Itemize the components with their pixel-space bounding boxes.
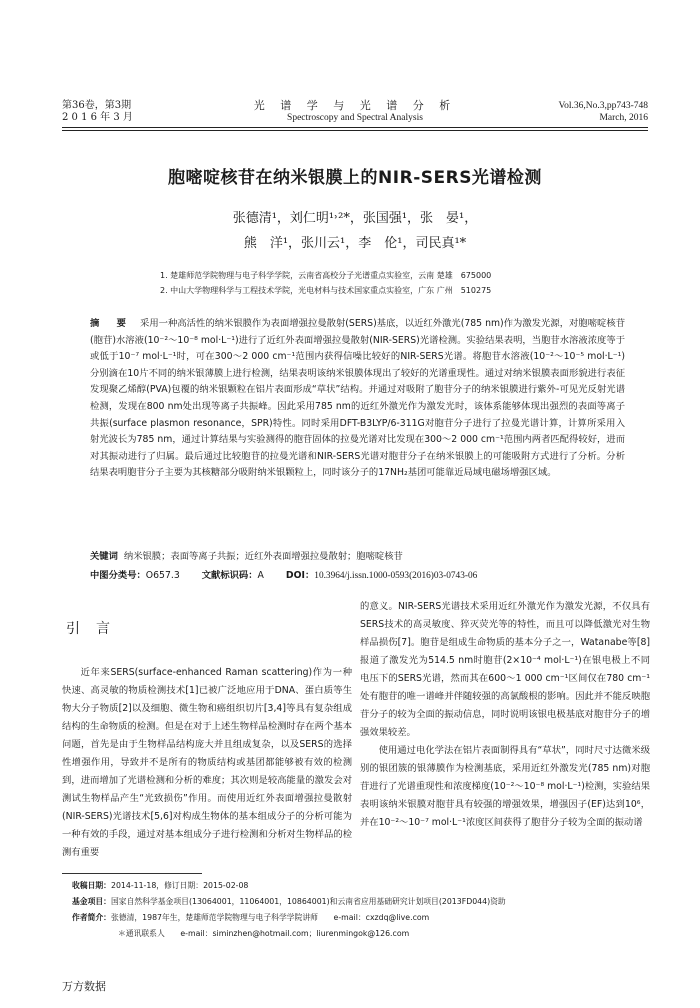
doc-code-value: A — [257, 570, 264, 581]
journal-cn: 光 谱 学 与 光 谱 分 析 — [253, 99, 457, 112]
doc-code-label: 文献标识码： — [201, 570, 258, 581]
abstract-label: 摘 要 — [90, 318, 130, 329]
footnotes — [72, 878, 648, 942]
author-line-2: 熊 洋¹，张川云¹，李 伦¹，司民真¹* — [243, 236, 467, 251]
received-label: 收稿日期： — [72, 881, 111, 890]
header-rule-thin — [62, 130, 648, 131]
received-date — [72, 878, 648, 894]
doi-value: 10.3964/j.issn.1000-0593(2016)03-0743-06 — [314, 571, 478, 581]
affiliation-1: 1. 楚雄师范学院物理与电子科学学院，云南省高校分子光谱重点实验室，云南 楚雄 675000 — [160, 271, 492, 280]
intro-heading: 引言 — [66, 621, 126, 637]
header-right — [558, 100, 648, 124]
footnote-rule — [62, 873, 202, 874]
author-bio-label: 作者简介： — [72, 913, 111, 922]
author-line-1: 张德清¹，刘仁明¹˒²*，张国强¹，张 晏¹， — [232, 211, 478, 226]
date-cn: 2 0 1 6 年 3 月 — [62, 112, 133, 123]
keywords-label: 关键词 — [90, 551, 118, 562]
volume-en: Vol.36,No.3,pp743-748 — [558, 101, 648, 111]
keywords-text: 纳米银膜；表面等离子共振；近红外表面增强拉曼散射；胞嘧啶核苷 — [123, 551, 403, 562]
abstract — [90, 316, 625, 482]
header-rule — [62, 127, 648, 128]
affiliation-2: 2. 中山大学物理科学与工程技术学院，光电材料与技术国家重点实验室，广东 广州 510275 — [160, 286, 492, 295]
journal-en: Spectroscopy and Spectral Analysis — [287, 113, 423, 123]
watermark-text: 万方数据 — [62, 980, 106, 993]
paper-title: 胞嘧啶核苷在纳米银膜上的NIR-SERS光谱检测 — [168, 168, 542, 188]
body-column-right — [360, 598, 650, 832]
funding — [72, 894, 648, 910]
abstract-text: 采用一种高活性的纳米银膜作为表面增强拉曼散射(SERS)基底，以近红外激光(785 nm)作为激发光源，对胞嘧啶核苷(胞苷)水溶液(10⁻²～10⁻⁸ mol·L⁻¹)进行了近红外表面增强拉曼散射(NIR-SERS)光谱检测。实验结果表明，当胞苷水溶液浓度等于或低于10⁻⁷ mol·L⁻¹时，可在300～2 000 cm⁻¹范围内获得信噪比较好的NIR-SERS光谱。将胞苷水溶液(10⁻²～10⁻⁵ mol·L⁻¹)分别滴在10片不同的纳米银薄膜上进行检测，结果表明该纳米银膜体现出了较好的光谱重现性。通过对纳米银膜表面形貌进行表征发现聚乙烯醇(PVA)包覆的纳米银颗粒在铝片表面形成“草状”结构。并通过对吸附了胞苷分子的纳米银膜进行紫外-可见光反射光谱检测，发现在800 nm处出现等离子共振峰。因此采用785 nm的近红外激光作为激发光时，该体系能够体现出强烈的表面等离子共振(surface plasmon resonance，SPR)特性。同时采用DFT-B3LYP/6-311G对胞苷分子进行了拉曼光谱计算，计算所采用入射光波长为785 nm，通过计算结果与实验测得的胞苷固体的拉曼光谱对比发现在300～2 000 cm⁻¹范围内两者匹配得较好，进而对其振动进行了归属。最后通过比较胞苷的拉曼光谱和NIR-SERS光谱对胞苷分子在纳米银膜上的可能吸附方式进行了分析。分析结果表明胞苷分子主要为其核糖部分吸附纳米银颗粒上，同时该分子的17NH₂基团可能靠近局域电磁场增强区域。 — [90, 318, 625, 479]
author-bio-value: 张德清，1987年生，楚雄师范学院物理与电子科学学院讲师 e-mail：cxzdq@live.com — [110, 913, 430, 922]
fund-label: 基金项目： — [72, 897, 111, 906]
corresponding-author: ＊通讯联系人 e-mail：siminzhen@hotmail.com；liurenmingok@126.com — [118, 929, 410, 938]
classification-line — [90, 567, 625, 585]
running-header — [62, 100, 648, 130]
received-value: 2014-11-18，修订日期：2015-02-08 — [110, 881, 249, 890]
keywords — [90, 548, 625, 566]
body-column-left — [62, 598, 352, 862]
affiliations — [160, 268, 491, 298]
clc-label: 中图分类号： — [90, 570, 146, 581]
date-en: March, 2016 — [599, 113, 648, 123]
fund-value: 国家自然科学基金项目(13064001，11064001，10864001)和云南省应用基础研究计划项目(2013FD044)资助 — [110, 897, 506, 906]
clc-value: O657.3 — [145, 570, 180, 581]
volume-cn: 第36卷，第3期 — [62, 100, 132, 111]
intro-paragraph-1-cont: 的意义。NIR-SERS光谱技术采用近红外激光作为激发光源，不仅具有SERS技术的高灵敏度、猝灭荧光等的特性，而且可以降低激光对生物样品损伤[7]。胞苷是组成生命物质的基本分子之一，Watanabe等[8]报道了激发光为514.5 nm时胞苷(2×10⁻⁴ mol·L⁻¹)在银电极上不同电压下的SERS光谱，然而其在600～1 000 cm⁻¹区间仅在780 cm⁻¹处有胞苷的唯一谱峰并伴随较强的高氯酸根的影响。因此并不能反映胞苷分子的较为全面的振动信息，同时说明该银电极基底对胞苷分子的增强效果较差。 — [360, 601, 650, 738]
author-bio — [72, 910, 648, 926]
intro-paragraph-2: 使用通过电化学法在铝片表面制得具有“草状”，同时尺寸达微米级别的银团簇的银薄膜作为检测基底，采用近红外激发光(785 nm)对胞苷进行了光谱重现性和浓度梯度(10⁻²～10⁻⁸ mol·L⁻¹)检测，实验结果表明该纳米银膜对胞苷具有较强的增强效果，增强因子(EF)达到10⁶，并在10⁻²～10⁻⁷ mol·L⁻¹浓度区间获得了胞苷分子较为全面的振动谱 — [360, 745, 650, 828]
doi-label: DOI： — [285, 570, 315, 581]
author-list — [62, 206, 648, 256]
intro-paragraph-1: 近年来SERS(surface-enhanced Raman scattering)作为一种快速、高灵敏的物质检测技术[1]已被广泛地应用于DNA、蛋白质等生物大分子物质[2]以及细胞、微生物和癌组织切片[3,4]等具有复杂组成结构的生命物质的检测。但是在对于上述生物样品检测时存在两个基本问题，首先是由于生物样品结构庞大并且组成复杂，以及SERS的选择性增强作用，导致并不是所有的物质结构或基团都能够被有效的检测到，进而增加了光谱检测和分析的难度；其次则是较高能量的激发会对测试生物样品产生“光致损伤”作用。而使用近红外表面增强拉曼散射(NIR-SERS)光谱技术[5,6]对构成生物体的基本组成分子的分析可能为一种有效的手段，通过对基本组成分子进行检测和分析对生物样品的检测有重要 — [62, 667, 352, 858]
